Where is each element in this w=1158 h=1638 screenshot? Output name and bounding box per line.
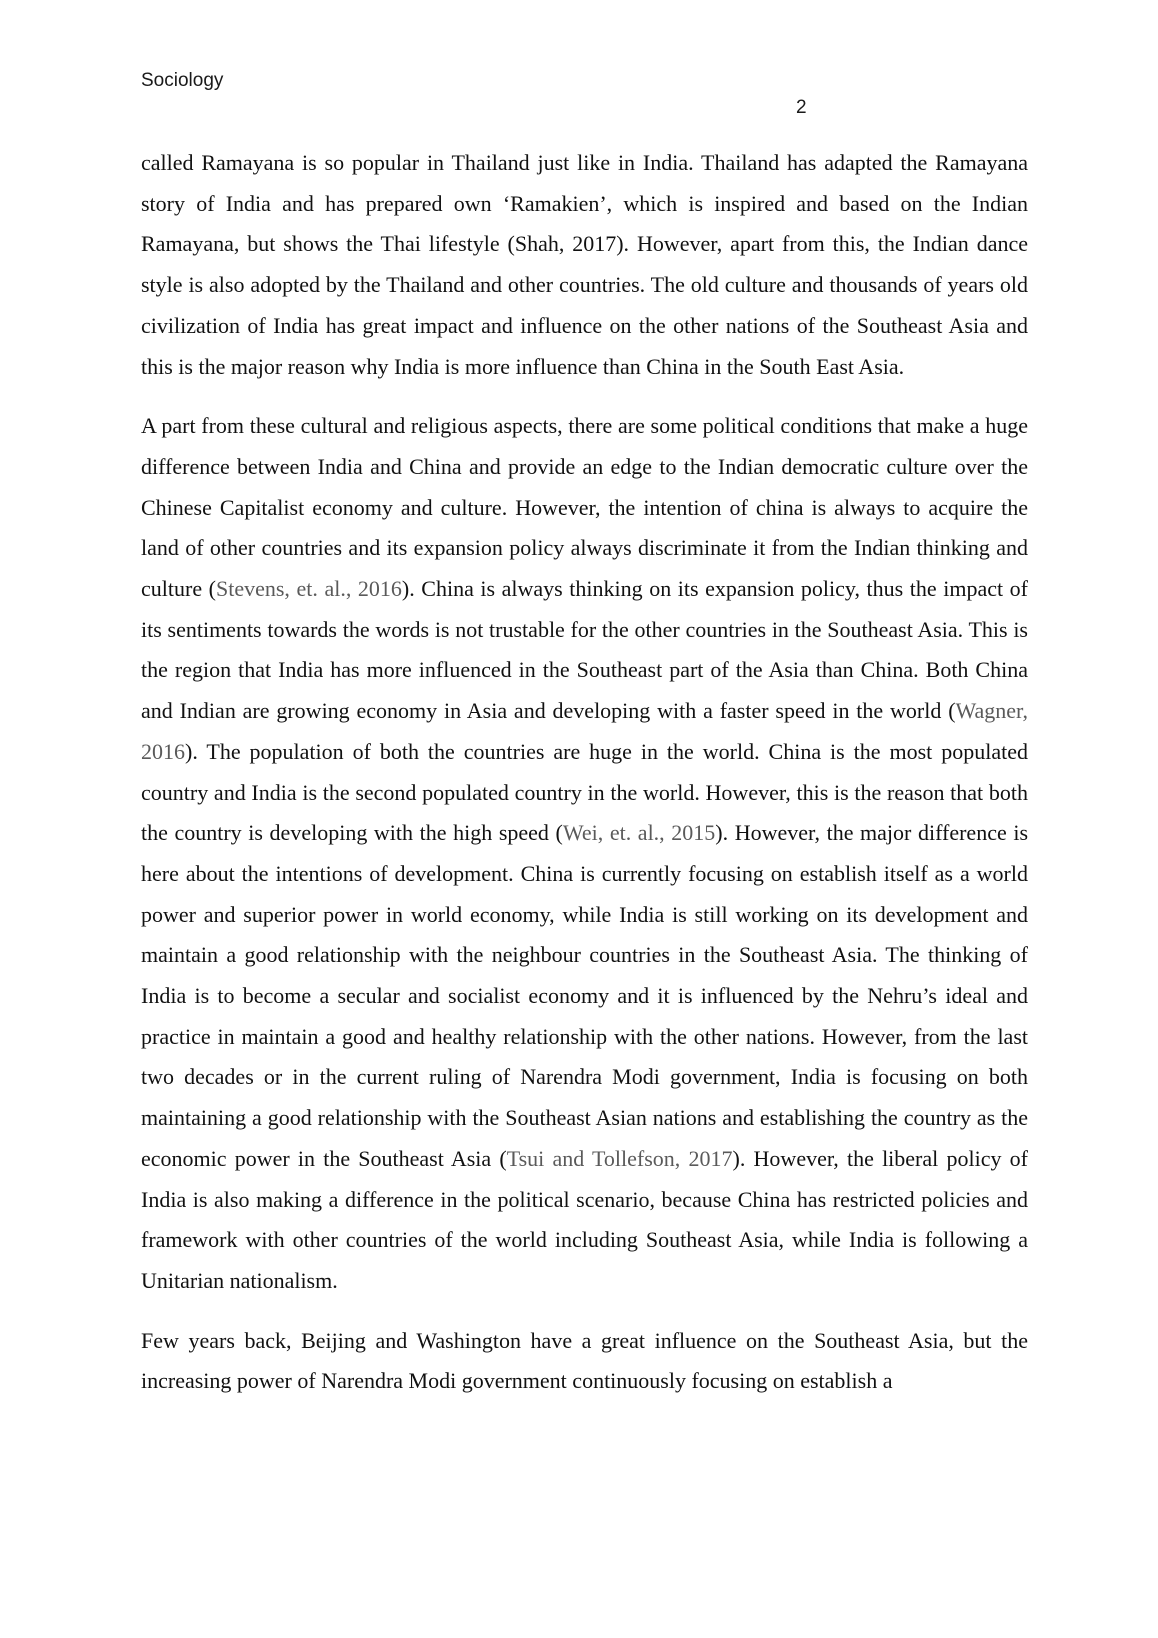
body-text (141, 143, 1028, 1421)
paragraph-text: ). The population of both the countries are huge in the world. China is the most populated country and India is the second populated country in the world. However, this is the reason that both the country is developing with the high speed ( (141, 738, 1028, 846)
paragraph-text: ). However, the liberal policy of India is also making a difference in the political scenario, because China has restricted policies and framework with other countries of the world including Southeast Asia, while India is following a Unitarian nationalism. (141, 1145, 1028, 1293)
page-number: 2 (796, 97, 807, 118)
paragraph-text: called Ramayana is so popular in Thailand just like in India. Thailand has adapted the Ramayana story of India and has prepared own ‘Ramakien’, which is inspired and based on the Indian Ramayana, but shows the Thai lifestyle (Shah, 2017). However, apart from this, the Indian dance style is also adopted by the Thailand and other countries. The old culture and thousands of years old civilization of India has great impact and influence on the other nations of the Southeast Asia and this is the major reason why India is more influence than China in the South East Asia. (141, 150, 1028, 379)
paragraph-3 (141, 1321, 1028, 1402)
paragraph-1 (141, 143, 1028, 387)
citation-stevens: Stevens, et. al., 2016 (215, 576, 402, 602)
paragraph-text: ). China is always thinking on its expansion policy, thus the impact of its sentiments towards the words is not trustable for the other countries in the Southeast Asia. This is the region that India has more influenced in the Southeast part of the Asia than China. Both China and Indian are growing economy in Asia and developing with a faster speed in the world ( (141, 576, 1028, 724)
citation-wagner: Wagner, 2016 (141, 698, 1028, 764)
paragraph-text: A part from these cultural and religious aspects, there are some political conditions that make a huge difference between India and China and provide an edge to the Indian democratic culture over the Chinese Capitalist economy and culture. However, the intention of china is always to acquire the land of other countries and its expansion policy always discriminate it from the Indian thinking and culture ( (141, 413, 1028, 602)
paragraph-2 (141, 406, 1028, 1301)
paragraph-text: Few years back, Beijing and Washington have a great influence on the Southeast Asia, but the increasing power of Narendra Modi government continuously focusing on establish a (141, 1327, 1028, 1394)
paragraph-text: ). However, the major difference is here about the intentions of development. China is currently focusing on establish itself as a world power and superior power in world economy, while India is still working on its development and maintain a good relationship with the neighbour countries in the Southeast Asia. The thinking of India is to become a secular and socialist economy and it is influenced by the Nehru’s ideal and practice in maintain a good and healthy relationship with the other nations. However, from the last two decades or in the current ruling of Narendra Modi government, India is focusing on both maintaining a good relationship with the Southeast Asian nations and establishing the country as the economic power in the Southeast Asia ( (141, 820, 1028, 1171)
citation-tsui-tollefson: Tsui and Tollefson, 2017 (506, 1145, 733, 1171)
citation-wei: Wei, et. al., 2015 (562, 820, 716, 846)
running-header-title: Sociology (141, 70, 224, 91)
